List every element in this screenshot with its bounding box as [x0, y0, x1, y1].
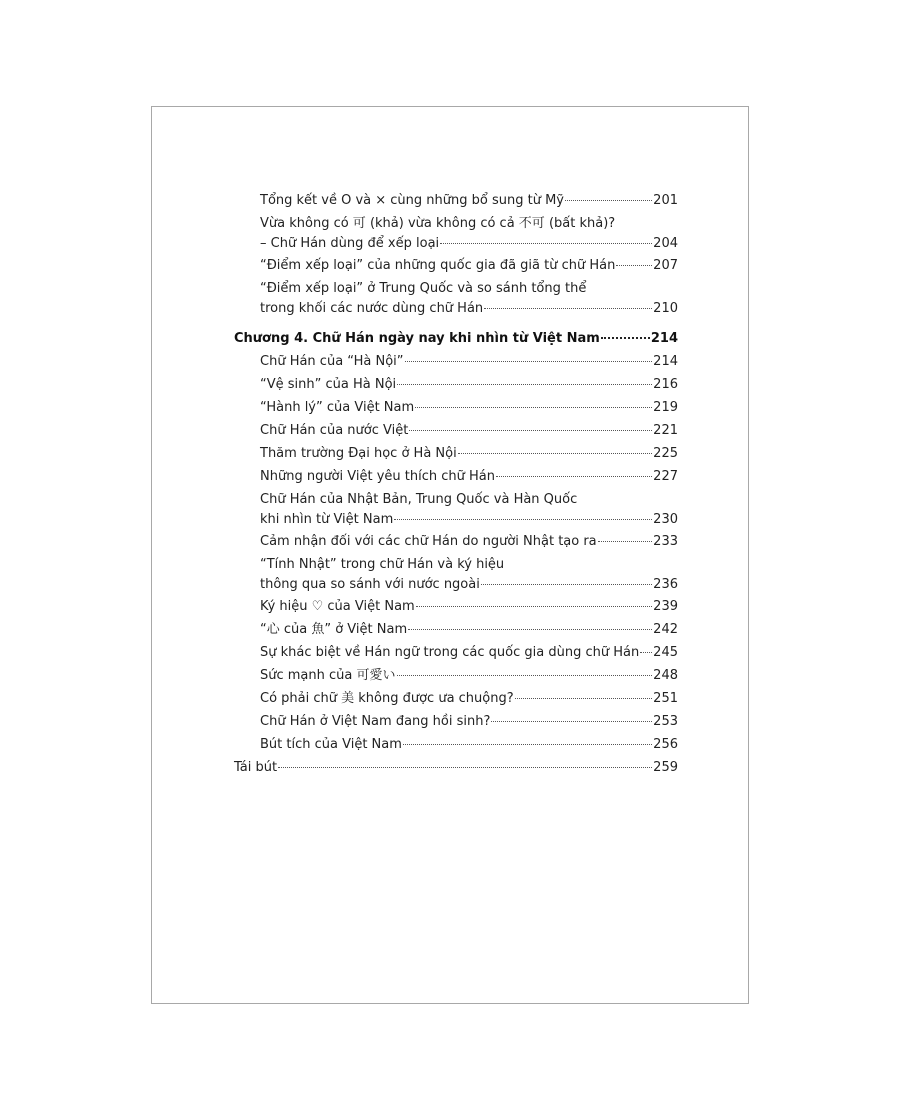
toc-entry — [260, 256, 678, 276]
dot-leader — [403, 744, 652, 745]
toc-page-number: 210 — [653, 301, 678, 316]
toc-entry-title: “Vệ sinh” của Hà Nội — [260, 377, 397, 392]
toc-page-number: 227 — [653, 469, 678, 484]
toc-entry-title: “心 của 魚” ở Việt Nam — [260, 622, 408, 637]
dot-leader — [397, 384, 652, 385]
dot-leader — [640, 652, 652, 653]
dot-leader — [598, 541, 653, 542]
toc-page-number: 221 — [653, 423, 678, 438]
toc-entry — [260, 375, 678, 395]
dot-leader — [458, 453, 652, 454]
toc-entry — [260, 532, 678, 552]
toc-entry — [260, 279, 678, 319]
toc-entry-title: “Điểm xếp loại” của những quốc gia đã giã từ chữ Hán — [260, 258, 616, 273]
toc-page-number: 207 — [653, 258, 678, 273]
toc-page-number: 216 — [653, 377, 678, 392]
toc-page-number: 225 — [653, 446, 678, 461]
toc-entry-title: Ký hiệu ♡ của Việt Nam — [260, 599, 415, 614]
toc-page-number: 256 — [653, 737, 678, 752]
toc-entry — [260, 712, 678, 732]
toc-chapter-heading — [234, 329, 678, 349]
toc-entry — [260, 191, 678, 211]
toc-entry — [234, 758, 678, 778]
toc-page-number: 201 — [653, 193, 678, 208]
toc-entry-title: Chữ Hán của nước Việt — [260, 423, 409, 438]
toc-entry-title-line: Vừa không có 可 (khả) vừa không có cả 不可 (bất khả)? — [260, 216, 616, 231]
toc-page-number: 242 — [653, 622, 678, 637]
dot-leader — [601, 337, 650, 339]
toc-entry — [260, 735, 678, 755]
dot-leader — [408, 629, 652, 630]
dot-leader — [440, 243, 652, 244]
toc-entry-title: Tái bút — [234, 760, 278, 775]
toc-page-number: 253 — [653, 714, 678, 729]
toc-entry — [260, 597, 678, 617]
toc-entry-title: Tổng kết về O và × cùng những bổ sung từ Mỹ — [260, 193, 564, 208]
toc-entry — [260, 421, 678, 441]
dot-leader — [394, 519, 652, 520]
book-page — [151, 106, 749, 1004]
dot-leader — [565, 200, 652, 201]
toc-entry-title: – Chữ Hán dùng để xếp loại — [260, 236, 440, 251]
dot-leader — [397, 675, 653, 676]
toc-entry-title: thông qua so sánh với nước ngoài — [260, 577, 480, 592]
toc-page-number: 204 — [653, 236, 678, 251]
toc-entry-title: Cảm nhận đối với các chữ Hán do người Nhật tạo ra — [260, 534, 597, 549]
toc-page-number: 230 — [653, 512, 678, 527]
dot-leader — [415, 407, 652, 408]
toc-entry-title: Sức mạnh của 可愛い — [260, 668, 396, 683]
toc-entry-title: Có phải chữ 美 không được ưa chuộng? — [260, 691, 514, 706]
toc-page-number: 248 — [653, 668, 678, 683]
toc-page-number: 219 — [653, 400, 678, 415]
toc-page-number: 245 — [653, 645, 678, 660]
toc-entry — [260, 352, 678, 372]
dot-leader — [405, 361, 653, 362]
dot-leader — [496, 476, 652, 477]
toc-entry — [260, 444, 678, 464]
toc-entry — [260, 555, 678, 595]
dot-leader — [491, 721, 652, 722]
toc-entry — [260, 643, 678, 663]
toc-page-number: 259 — [653, 760, 678, 775]
toc-page-number: 239 — [653, 599, 678, 614]
toc-page-number: 236 — [653, 577, 678, 592]
toc-entry — [260, 620, 678, 640]
toc-entry-title-line: Chữ Hán của Nhật Bản, Trung Quốc và Hàn Quốc — [260, 492, 578, 507]
dot-leader — [481, 584, 652, 585]
toc-entry — [260, 214, 678, 254]
toc-entry-title-line: “Tính Nhật” trong chữ Hán và ký hiệu — [260, 557, 505, 572]
toc-entry — [260, 398, 678, 418]
toc-entry-title: Chữ Hán ở Việt Nam đang hồi sinh? — [260, 714, 491, 729]
dot-leader — [409, 430, 652, 431]
toc-entry-title: khi nhìn từ Việt Nam — [260, 512, 394, 527]
toc-entry-title-line: “Điểm xếp loại” ở Trung Quốc và so sánh tổng thể — [260, 281, 587, 296]
toc-page-number: 233 — [653, 534, 678, 549]
dot-leader — [515, 698, 653, 699]
toc-entry-title: “Hành lý” của Việt Nam — [260, 400, 415, 415]
toc-chapter-title: Chương 4. Chữ Hán ngày nay khi nhìn từ Việt Nam — [234, 331, 600, 346]
toc-entry-title: Thăm trường Đại học ở Hà Nội — [260, 446, 457, 461]
toc-entry — [260, 666, 678, 686]
toc-entry — [260, 689, 678, 709]
toc-page-number: 214 — [650, 331, 678, 346]
toc-entry-title: Sự khác biệt về Hán ngữ trong các quốc gia dùng chữ Hán — [260, 645, 640, 660]
dot-leader — [616, 265, 652, 266]
toc-entry-title: Chữ Hán của “Hà Nội” — [260, 354, 404, 369]
toc-entry-title: Những người Việt yêu thích chữ Hán — [260, 469, 495, 484]
toc-page-number: 251 — [653, 691, 678, 706]
toc-entry — [260, 467, 678, 487]
dot-leader — [278, 767, 652, 768]
toc-page-number: 214 — [653, 354, 678, 369]
toc-entry-title: Bút tích của Việt Nam — [260, 737, 402, 752]
toc-entry — [260, 490, 678, 530]
dot-leader — [416, 606, 652, 607]
dot-leader — [484, 308, 652, 309]
toc-entry-title: trong khối các nước dùng chữ Hán — [260, 301, 484, 316]
